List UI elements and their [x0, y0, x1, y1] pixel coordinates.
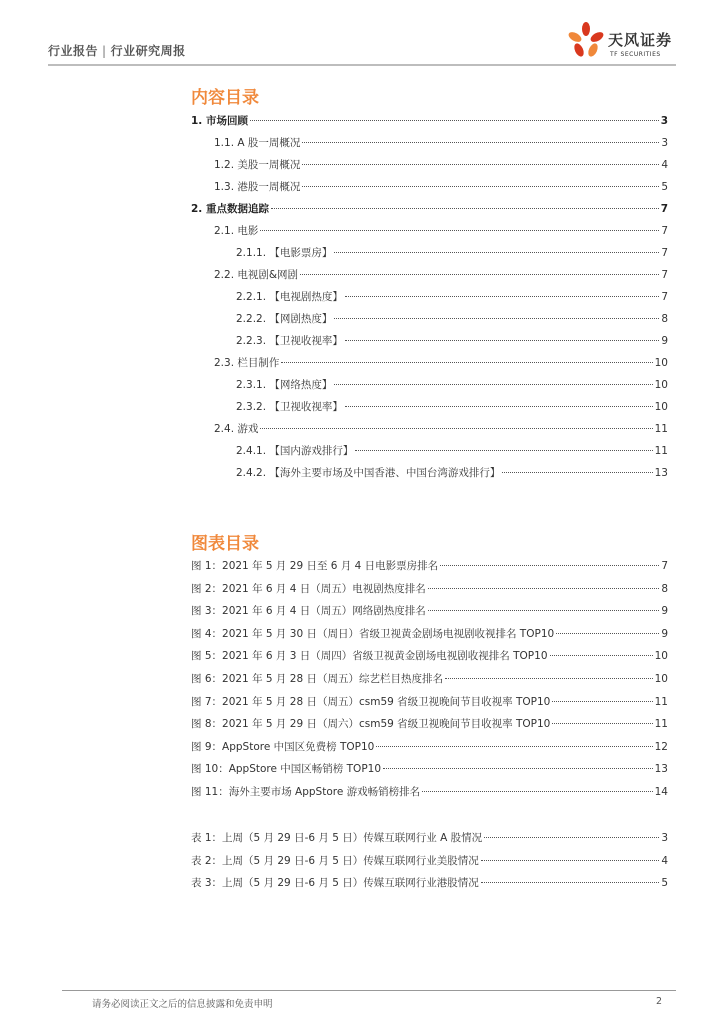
toc-entry-label: 2.4.1. 【国内游戏排行】: [236, 445, 354, 457]
figure-entry-label: 图 10：AppStore 中国区畅销榜 TOP10: [191, 763, 382, 776]
dot-leader: [502, 471, 652, 473]
report-type-label: 行业研究周报: [110, 44, 186, 58]
toc-entry[interactable]: [214, 355, 668, 371]
toc-entry-label: 2.2.1. 【电视剧热度】: [236, 291, 343, 303]
toc-entry-page-number: 7: [660, 203, 668, 215]
dot-leader: [484, 836, 659, 838]
table-entry-page-number: 4: [661, 854, 668, 867]
table-entry[interactable]: [191, 853, 668, 869]
figure-entry[interactable]: [191, 558, 668, 574]
figure-entry-page-number: 10: [654, 650, 668, 663]
toc-entry-page-number: 10: [654, 401, 668, 413]
figure-entry[interactable]: [191, 716, 668, 732]
toc-entry-label: 2.3.2. 【卫视收视率】: [236, 401, 343, 413]
toc-entry[interactable]: [236, 333, 668, 349]
dot-leader: [552, 722, 652, 724]
toc-title: 内容目录: [191, 88, 259, 108]
dot-leader: [260, 229, 659, 231]
toc-entry-label: 2.4.2. 【海外主要市场及中国香港、中国台湾游戏排行】: [236, 467, 501, 479]
figure-entry[interactable]: [191, 626, 668, 642]
footer-divider: [62, 990, 676, 991]
toc-entry-page-number: 7: [661, 247, 668, 259]
figures-title: 图表目录: [191, 534, 259, 554]
toc-entry[interactable]: [236, 289, 668, 305]
figure-entry-page-number: 9: [661, 605, 668, 618]
figure-entry-label: 图 9：AppStore 中国区免费榜 TOP10: [191, 740, 375, 753]
table-entry-label: 表 2：上周（5 月 29 日-6 月 5 日）传媒互联网行业美股情况: [191, 854, 479, 867]
figure-entry[interactable]: [191, 739, 668, 755]
report-category-label: 行业报告: [48, 44, 99, 58]
toc-entry-label: 2.4. 游戏: [214, 423, 259, 435]
toc-entry[interactable]: [214, 179, 668, 195]
dot-leader: [355, 449, 652, 451]
logo-text-en: TF SECURITIES: [610, 51, 661, 58]
toc-entry[interactable]: [214, 267, 668, 283]
toc-entry[interactable]: [214, 223, 668, 239]
toc-entry[interactable]: [236, 377, 668, 393]
toc-entry-label: 2.1.1. 【电影票房】: [236, 247, 333, 259]
dot-leader: [428, 587, 660, 589]
dot-leader: [334, 251, 659, 253]
table-entry-page-number: 5: [661, 877, 668, 890]
logo-text-cn: 天风证券: [608, 31, 673, 49]
dot-leader: [300, 273, 659, 275]
toc-entry-label: 2.2. 电视剧&网剧: [214, 269, 299, 281]
dot-leader: [440, 564, 659, 566]
figure-entry[interactable]: [191, 784, 668, 800]
toc-entry-label: 1.3. 港股一周概况: [214, 181, 301, 193]
toc-entry[interactable]: [236, 311, 668, 327]
toc-entry-page-number: 3: [661, 137, 668, 149]
figure-entry-label: 图 7：2021 年 5 月 28 日（周五）csm59 省级卫视晚间节目收视率 TOP10: [191, 695, 551, 708]
figure-entry-label: 图 2：2021 年 6 月 4 日（周五）电视剧热度排名: [191, 582, 426, 595]
dot-leader: [302, 163, 659, 165]
dot-leader: [302, 185, 659, 187]
tf-securities-logo: [566, 20, 696, 64]
dot-leader: [481, 859, 660, 861]
toc-entry-page-number: 5: [661, 181, 668, 193]
toc-entry-label: 2. 重点数据追踪: [191, 203, 269, 215]
toc-entry[interactable]: [214, 157, 668, 173]
toc-entry-page-number: 11: [654, 423, 668, 435]
dot-leader: [334, 317, 659, 319]
toc-entry-page-number: 9: [661, 335, 668, 347]
toc-entry[interactable]: [236, 245, 668, 261]
toc-entry[interactable]: [214, 421, 668, 437]
toc-entry-page-number: 10: [654, 357, 668, 369]
dot-leader: [271, 207, 659, 209]
toc-entry-label: 2.3. 栏目制作: [214, 357, 280, 369]
dot-leader: [334, 383, 652, 385]
table-entry-page-number: 3: [661, 832, 668, 844]
figure-entry-page-number: 13: [654, 763, 668, 776]
report-category: [48, 42, 186, 59]
toc-entry-page-number: 11: [654, 445, 668, 457]
dot-leader: [422, 790, 652, 792]
figure-entry-page-number: 12: [654, 740, 668, 753]
figure-entry-page-number: 11: [654, 695, 668, 708]
dot-leader: [550, 654, 653, 656]
toc-entry-page-number: 10: [654, 379, 668, 391]
dot-leader: [302, 141, 659, 143]
toc-entry[interactable]: [214, 135, 668, 151]
dot-leader: [260, 427, 652, 429]
toc-entry-page-number: 7: [661, 269, 668, 281]
toc-entry-page-number: 4: [661, 159, 668, 171]
dot-leader: [481, 881, 660, 883]
dot-leader: [345, 339, 659, 341]
dot-leader: [281, 361, 652, 363]
figure-entry[interactable]: [191, 761, 668, 777]
toc-entry[interactable]: [236, 465, 668, 481]
figure-entry-label: 图 11：海外主要市场 AppStore 游戏畅销榜排名: [191, 786, 421, 798]
figure-entry[interactable]: [191, 648, 668, 664]
toc-entry-label: 1.2. 美股一周概况: [214, 159, 301, 171]
table-entry[interactable]: [191, 875, 668, 891]
dot-leader: [345, 405, 653, 407]
logo-flower-icon: [566, 20, 606, 60]
toc-entry-label: 2.2.2. 【网剧热度】: [236, 313, 333, 325]
toc-entry-page-number: 3: [660, 115, 668, 127]
table-entry[interactable]: [191, 830, 668, 846]
figure-entry-label: 图 8：2021 年 5 月 29 日（周六）csm59 省级卫视晚间节目收视率 TOP10: [191, 718, 551, 731]
figure-entry-page-number: 7: [661, 560, 668, 572]
toc-entry[interactable]: [236, 399, 668, 415]
figure-entry-label: 图 1：2021 年 5 月 29 日至 6 月 4 日电影票房排名: [191, 560, 439, 572]
dot-leader: [250, 119, 659, 121]
figure-entry-page-number: 10: [654, 673, 668, 685]
toc-entry[interactable]: [191, 201, 668, 217]
figure-entry-label: 图 4：2021 年 5 月 30 日（周日）省级卫视黄金剧场电视剧收视排名 TOP10: [191, 627, 555, 640]
header-separator: |: [102, 44, 107, 58]
figure-entry-label: 图 6：2021 年 5 月 28 日（周五）综艺栏目热度排名: [191, 673, 443, 685]
figure-entry-page-number: 9: [661, 627, 668, 640]
toc-entry-label: 2.1. 电影: [214, 225, 259, 237]
table-entry-label: 表 3：上周（5 月 29 日-6 月 5 日）传媒互联网行业港股情况: [191, 877, 479, 890]
figure-entry-label: 图 3：2021 年 6 月 4 日（周五）网络剧热度排名: [191, 605, 426, 618]
dot-leader: [376, 745, 652, 747]
table-entry-label: 表 1：上周（5 月 29 日-6 月 5 日）传媒互联网行业 A 股情况: [191, 832, 483, 844]
figure-entry-page-number: 8: [661, 582, 668, 595]
footer-disclaimer: 请务必阅读正文之后的信息披露和免责申明: [92, 999, 273, 1010]
toc-entry[interactable]: [191, 113, 668, 129]
toc-entry-label: 1.1. A 股一周概况: [214, 137, 301, 149]
toc-entry-page-number: 7: [661, 225, 668, 237]
figure-entry-page-number: 11: [654, 718, 668, 731]
dot-leader: [556, 632, 659, 634]
figure-entry-label: 图 5：2021 年 6 月 3 日（周四）省级卫视黄金剧场电视剧收视排名 TOP10: [191, 650, 548, 663]
dot-leader: [552, 700, 652, 702]
toc-entry[interactable]: [236, 443, 668, 459]
dot-leader: [345, 295, 659, 297]
toc-entry-page-number: 8: [661, 313, 668, 325]
toc-entry-page-number: 13: [654, 467, 668, 479]
header-divider: [48, 64, 676, 66]
figure-entry[interactable]: [191, 603, 668, 619]
toc-entry-label: 1. 市场回顾: [191, 115, 248, 127]
dot-leader: [428, 609, 660, 611]
dot-leader: [383, 767, 653, 769]
figure-entry[interactable]: [191, 671, 668, 687]
figure-entry-page-number: 14: [654, 786, 668, 798]
toc-entry-label: 2.2.3. 【卫视收视率】: [236, 335, 343, 347]
dot-leader: [445, 677, 653, 679]
toc-entry-label: 2.3.1. 【网络热度】: [236, 379, 333, 391]
figure-entry[interactable]: [191, 581, 668, 597]
page-number: 2: [656, 996, 663, 1007]
toc-entry-page-number: 7: [661, 291, 668, 303]
figure-entry[interactable]: [191, 694, 668, 710]
